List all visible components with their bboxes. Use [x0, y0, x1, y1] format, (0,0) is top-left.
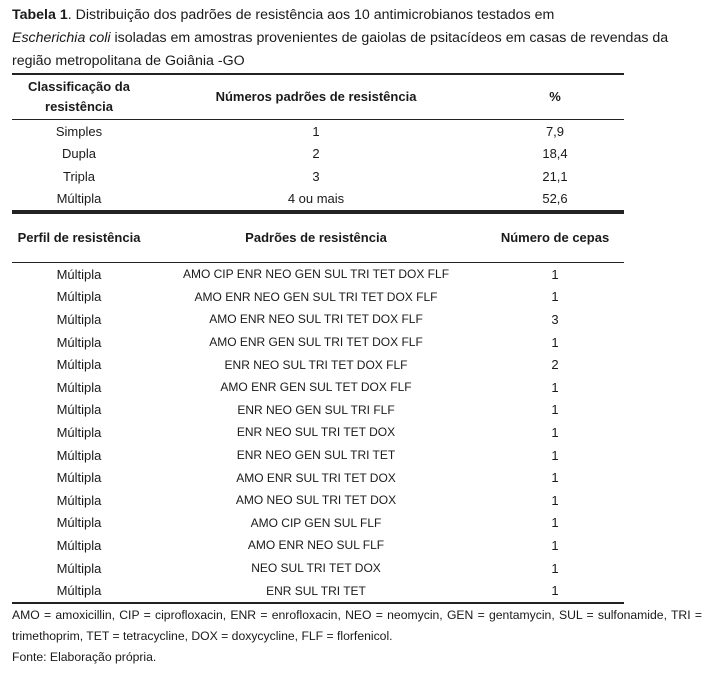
table-row — [12, 143, 624, 166]
table-cell: 1 — [551, 515, 559, 531]
table-row — [12, 120, 624, 143]
table-cell: ENR NEO GEN SUL TRI FLF — [237, 402, 395, 417]
table-cell: 7,9 — [545, 123, 565, 139]
table-cell: 1 — [551, 492, 559, 508]
table-cell: Múltipla — [56, 583, 102, 599]
table-cell: 1 — [551, 266, 559, 282]
table-cell: Múltipla — [56, 537, 102, 553]
table-footnote — [12, 605, 702, 668]
footnote-abbreviations: AMO = amoxicillin, CIP = ciprofloxacin, ENR = enrofloxacin, NEO = neomycin, GEN = gentamycin, SUL = sulfonamide, TRI = trimethoprim, TET = tetracycline, DOX = doxycycline, FLF = florfenicol. — [12, 607, 702, 643]
table-cell: Múltipla — [56, 424, 102, 440]
table-row — [12, 466, 624, 489]
table1-header-row — [12, 74, 624, 120]
table-cell: AMO ENR NEO SUL FLF — [247, 538, 385, 553]
table-cell: 18,4 — [542, 146, 568, 162]
table-cell: Simples — [55, 123, 103, 139]
table-cell: Múltipla — [56, 266, 102, 282]
profile-table — [12, 212, 624, 604]
table-cell: 2 — [312, 146, 320, 162]
table-cell: ENR SUL TRI TET — [266, 583, 366, 598]
caption-species: Escherichia coli — [12, 30, 111, 46]
table-cell: 1 — [551, 402, 559, 418]
table-row — [12, 263, 624, 286]
table-row — [12, 579, 624, 603]
table-cell: 4 ou mais — [287, 191, 345, 207]
table-cell: Tripla — [62, 168, 96, 184]
table-cell: AMO ENR NEO GEN SUL TRI TET DOX FLF — [194, 289, 438, 304]
table-row — [12, 489, 624, 512]
table-cell: Múltipla — [56, 334, 102, 350]
table-cell: 1 — [551, 560, 559, 576]
table-cell: AMO CIP GEN SUL FLF — [250, 515, 382, 530]
table-cell: 3 — [551, 311, 559, 327]
table-cell: Múltipla — [56, 379, 102, 395]
table-cell: AMO ENR GEN SUL TET DOX FLF — [220, 380, 412, 395]
table2-header-strains: Número de cepas — [500, 230, 610, 245]
table-cell: Múltipla — [56, 560, 102, 576]
caption-text-1: . Distribuição dos padrões de resistência aos 10 antimicrobianos testados em — [67, 7, 555, 23]
table-row — [12, 444, 624, 467]
table-row — [12, 165, 624, 188]
table-cell: 1 — [551, 583, 559, 599]
page — [12, 0, 702, 668]
table-cell: ENR NEO SUL TRI TET DOX — [236, 425, 396, 440]
table-cell: Múltipla — [56, 492, 102, 508]
table-cell: Múltipla — [56, 402, 102, 418]
table-cell: ENR NEO GEN SUL TRI TET — [236, 448, 396, 463]
table-cell: 1 — [551, 447, 559, 463]
table-cell: 2 — [551, 357, 559, 373]
table-row — [12, 376, 624, 399]
table1-header-classification: Classificação da resistência — [28, 79, 130, 114]
table-cell: AMO ENR GEN SUL TRI TET DOX FLF — [209, 335, 423, 350]
table-cell: AMO ENR NEO SUL TRI TET DOX FLF — [209, 312, 423, 327]
table-cell: 1 — [551, 334, 559, 350]
table-cell: Múltipla — [56, 311, 102, 327]
table-cell: Múltipla — [56, 357, 102, 373]
table2-body — [12, 263, 624, 603]
table-row — [12, 421, 624, 444]
table-cell: Múltipla — [56, 470, 102, 486]
table-cell: 21,1 — [542, 168, 568, 184]
table-cell: AMO NEO SUL TRI TET DOX — [235, 493, 397, 508]
table-cell: Dupla — [62, 146, 96, 162]
classification-table — [12, 73, 624, 212]
footnote-source: Fonte: Elaboração própria. — [12, 649, 157, 664]
table-cell: NEO SUL TRI TET DOX — [251, 561, 381, 576]
table1-body — [12, 120, 624, 212]
table-cell: Múltipla — [56, 447, 102, 463]
table-cell: AMO CIP ENR NEO GEN SUL TRI TET DOX FLF — [182, 267, 450, 282]
table-row — [12, 286, 624, 309]
table-cell: Múltipla — [56, 289, 102, 305]
table-cell: 3 — [312, 168, 320, 184]
table-row — [12, 188, 624, 212]
table-cell: 1 — [312, 123, 320, 139]
table-cell: 52,6 — [542, 191, 568, 207]
table1-header-percent: % — [549, 89, 561, 104]
table-cell: 1 — [551, 470, 559, 486]
table-cell: 1 — [551, 537, 559, 553]
table-cell: AMO ENR SUL TRI TET DOX — [236, 470, 396, 485]
table-cell: Múltipla — [56, 191, 102, 207]
caption-text-2: isoladas em amostras provenientes de gaiolas de psitacídeos em casas de revendas da região metropolitana de Goiânia -GO — [12, 30, 669, 69]
table1-header-patterns: Números padrões de resistência — [215, 89, 417, 104]
table-cell: 1 — [551, 379, 559, 395]
table-row — [12, 512, 624, 535]
table-row — [12, 331, 624, 354]
table-cell: 1 — [551, 289, 559, 305]
table-row — [12, 399, 624, 422]
table2-header-profile: Perfil de resistência — [17, 230, 141, 245]
table-cell: ENR NEO SUL TRI TET DOX FLF — [224, 357, 408, 372]
table-row — [12, 534, 624, 557]
table-row — [12, 557, 624, 580]
table2-header-row — [12, 213, 624, 263]
table-caption — [12, 4, 702, 73]
table-row — [12, 308, 624, 331]
caption-label: Tabela 1 — [12, 7, 68, 23]
table-row — [12, 353, 624, 376]
table-cell: Múltipla — [56, 515, 102, 531]
table2-header-patterns: Padrões de resistência — [245, 230, 387, 245]
table-cell: 1 — [551, 424, 559, 440]
